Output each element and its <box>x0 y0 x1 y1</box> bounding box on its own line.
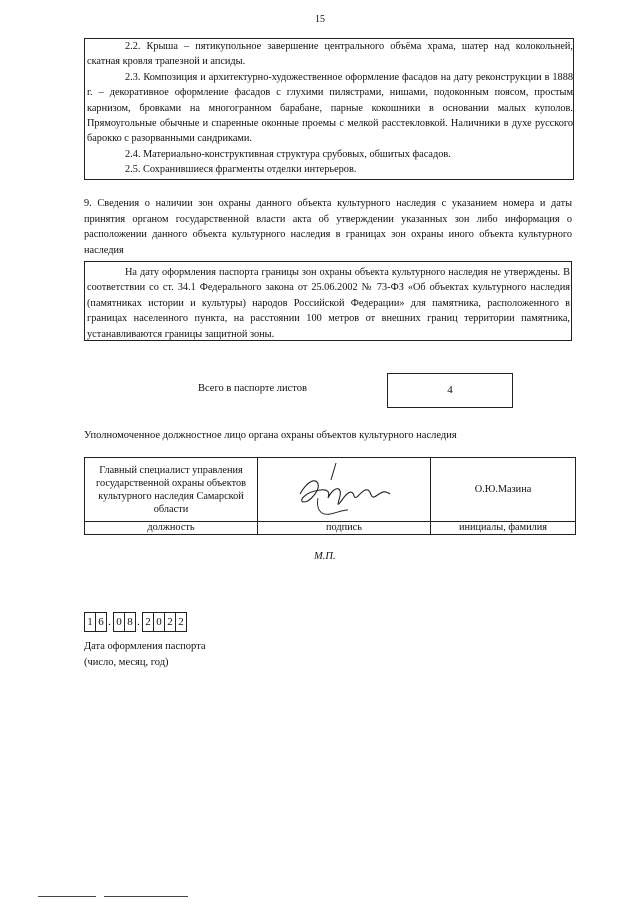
footer-line-left <box>38 896 96 897</box>
date-separator: . <box>108 616 111 628</box>
official-position: Главный специалист управления государственной охраны объектов культурного наследия Самарской области <box>85 458 258 522</box>
date-year-digit-1: 2 <box>142 612 154 632</box>
section-9-heading: 9. Сведения о наличии зон охраны данного объекта культурного наследия с указанием номера и даты принятия органом государственной власти акта об утверждении указанных зон либо информация о расположении данного объекта культурного наследия в границах зон охраны иного объекта культурного наследия <box>84 198 572 256</box>
date-label-line-2: (число, месяц, год) <box>84 657 169 668</box>
signature-table <box>84 457 576 535</box>
date-separator: . <box>137 616 140 628</box>
col-position-label: должность <box>85 522 258 535</box>
sheets-count-value: 4 <box>447 384 453 396</box>
item-structure: 2.4. Материально-конструктивная структура срубовых, обшитых фасадов. <box>125 148 451 160</box>
col-signature-label: подпись <box>258 522 431 535</box>
protection-zone-box <box>84 261 572 341</box>
official-name: О.Ю.Мазина <box>431 458 576 522</box>
date-month-digit-2: 8 <box>124 612 136 632</box>
date-day-digit-2: 6 <box>95 612 107 632</box>
date-month-digit-1: 0 <box>113 612 125 632</box>
date-label-line-1: Дата оформления паспорта <box>84 641 206 652</box>
item-roof: 2.2. Крыша – пятикупольное завершение центрального объёма храма, шатер над колокольней, скатная кровля трапезной и апсиды. <box>87 41 573 68</box>
footer-line-right <box>104 896 188 897</box>
protection-zone-text: На дату оформления паспорта границы зон охраны объекта культурного наследия не утверждены. В соответствии со ст. 34.1 Федерального закона от 25.06.2002 № 73-ФЗ «Об объектах культурного наследия (памятниках истории и культуры) народов Российской Федерации» для памятника, расположенного в границах населенного пункта, на расстоянии 100 метров от внешних границ территории памятника, устанавливаются границы защитной зоны. <box>87 267 570 340</box>
page-number: 15 <box>315 14 325 25</box>
date-year-digit-2: 0 <box>153 612 165 632</box>
sheets-count-box <box>387 373 513 408</box>
date-year-digit-4: 2 <box>175 612 187 632</box>
official-heading: Уполномоченное должностное лицо органа охраны объектов культурного наследия <box>84 430 457 441</box>
protection-subject-box <box>84 38 574 180</box>
col-name-label: инициалы, фамилия <box>431 522 576 535</box>
section-9-heading-block <box>84 196 572 258</box>
item-facades: 2.3. Композиция и архитектурно-художественное оформление фасадов на дату реконструкции в 1888 г. – декоративное оформление фасадов с глухими пилястрами, нишами, подоконным поясом, простым карнизом, бровками на многогранном барабане, парные кокошники в основании малых куполов. Прямоугольные обычные и спаренные оконные проемы с мелкой расстекловкой. Наличники в духе русского барокко с разорванными сандриками. <box>87 71 573 145</box>
sheets-label: Всего в паспорте листов <box>198 383 307 394</box>
handwritten-signature <box>258 458 430 521</box>
item-interiors: 2.5. Сохранившиеся фрагменты отделки интерьеров. <box>125 164 357 176</box>
date-day-digit-1: 1 <box>84 612 96 632</box>
signature-cell <box>258 458 431 522</box>
date-year-digit-3: 2 <box>164 612 176 632</box>
date-label <box>84 639 205 671</box>
stamp-place: М.П. <box>314 551 336 562</box>
date-field <box>84 612 186 632</box>
